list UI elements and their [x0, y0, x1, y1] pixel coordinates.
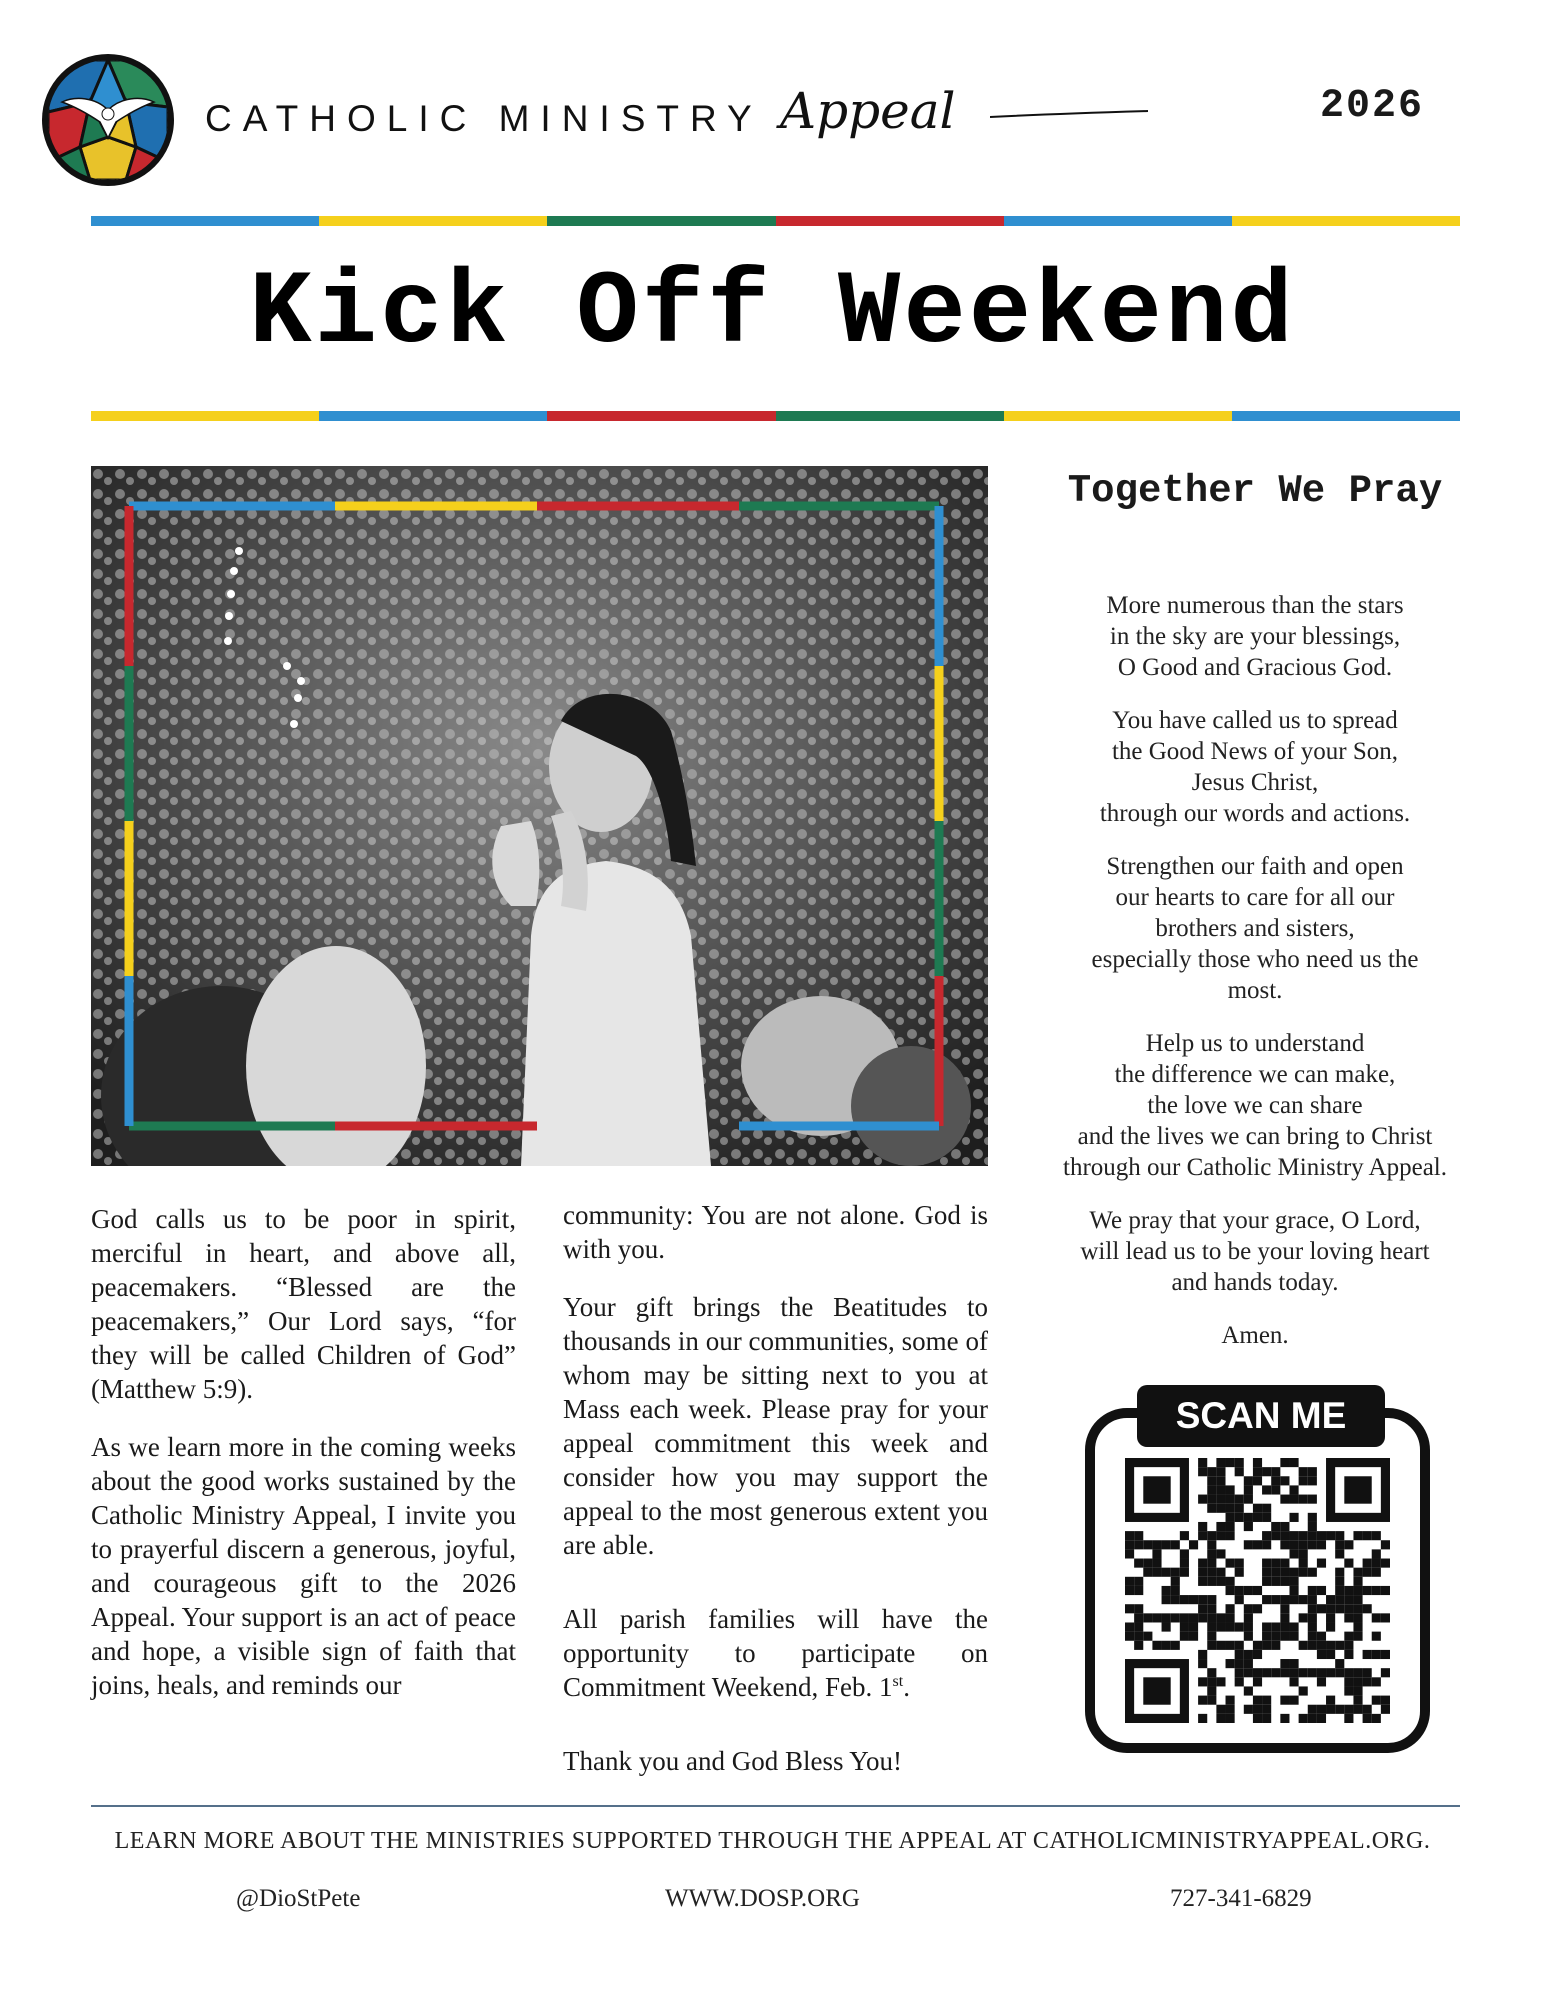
prayer-stanza: Strengthen our faith and open our hearts to care for all our brothers and sisters, especially those who need us the most.	[1091, 853, 1419, 1004]
body-paragraph: God calls us to be poor in spirit, merciful in heart, and above all, peacemakers. “Blessed are the peacemakers,” Our Lord says, “for they will be called Children of God” (Matthew 5:9).	[91, 1204, 516, 1404]
body-paragraph: As we learn more in the coming weeks about the good works sustained by the Catholic Ministry Appeal, I invite you to prayerful discern a generous, joyful, and courageous gift to the 2026 Appeal. Your support is an act of peace and hope, a visible sign of faith that joins, heals, and reminds our	[91, 1432, 516, 1700]
stripe-segment	[91, 411, 319, 421]
stripe-segment	[776, 216, 1004, 226]
stripe-segment	[547, 216, 775, 226]
body-paragraph: community: You are not alone. God is with you.	[563, 1200, 988, 1264]
qr-code[interactable]	[1125, 1458, 1390, 1723]
crowd-praying-photo	[91, 466, 988, 1166]
closing-line: Thank you and God Bless You!	[563, 1746, 903, 1776]
stripe-segment	[319, 411, 547, 421]
social-handle[interactable]: @DioStPete	[236, 1885, 361, 1912]
prayer-stanza: We pray that your grace, O Lord, will lead us to be your loving heart and hands today.	[1080, 1207, 1430, 1296]
stripe-segment	[319, 216, 547, 226]
body-paragraph: Your gift brings the Beatitudes to thousands in our communities, some of whom may be sitting next to you at Mass each week. Please pray for your appeal commitment this week and consider how you may support the appeal to the most generous extent you are able.	[563, 1292, 988, 1560]
color-stripe-bottom	[91, 411, 1460, 421]
body-column-2	[563, 1198, 988, 1802]
page-title: Kick Off Weekend	[249, 255, 1296, 373]
color-stripe-top	[91, 216, 1460, 226]
stripe-segment	[776, 411, 1004, 421]
stripe-segment	[1232, 411, 1460, 421]
stripe-segment	[1004, 216, 1232, 226]
stripe-segment	[1004, 411, 1232, 421]
commitment-paragraph: All parish families will have the opportunity to participate on Commitment Weekend, Feb. 1st.	[563, 1604, 988, 1702]
footer-learn-more[interactable]: LEARN MORE ABOUT THE MINISTRIES SUPPORTED THROUGH THE APPEAL AT CATHOLICMINISTRYAPPEAL.ORG.	[114, 1828, 1431, 1854]
scan-me-label: SCAN ME	[1137, 1385, 1385, 1447]
prayer-stanza: More numerous than the stars in the sky are your blessings, O Good and Gracious God.	[1106, 592, 1404, 681]
phone-number[interactable]: 727-341-6829	[1170, 1885, 1312, 1912]
prayer-amen: Amen.	[1221, 1322, 1289, 1349]
prayer-text	[1025, 590, 1485, 1373]
script-swash	[990, 95, 1150, 135]
stained-glass-dove-icon	[40, 52, 176, 188]
stripe-segment	[547, 411, 775, 421]
footer-divider	[91, 1805, 1460, 1807]
stripe-segment	[91, 216, 319, 226]
prayer-stanza: You have called us to spread the Good News of your Son, Jesus Christ, through our words and actions.	[1099, 707, 1411, 827]
prayer-title: Together We Pray	[1067, 469, 1443, 513]
year: 2026	[1320, 84, 1425, 129]
stripe-segment	[1232, 216, 1460, 226]
website-link[interactable]: WWW.DOSP.ORG	[665, 1885, 860, 1912]
brand-name: CATHOLIC MINISTRY	[205, 98, 763, 139]
brand-script: Appeal	[780, 82, 956, 140]
body-column-1	[91, 1202, 516, 1726]
prayer-stanza: Help us to understand the difference we can make, the love we can share and the lives we can bring to Christ through our Catholic Ministry Appeal.	[1063, 1030, 1447, 1181]
